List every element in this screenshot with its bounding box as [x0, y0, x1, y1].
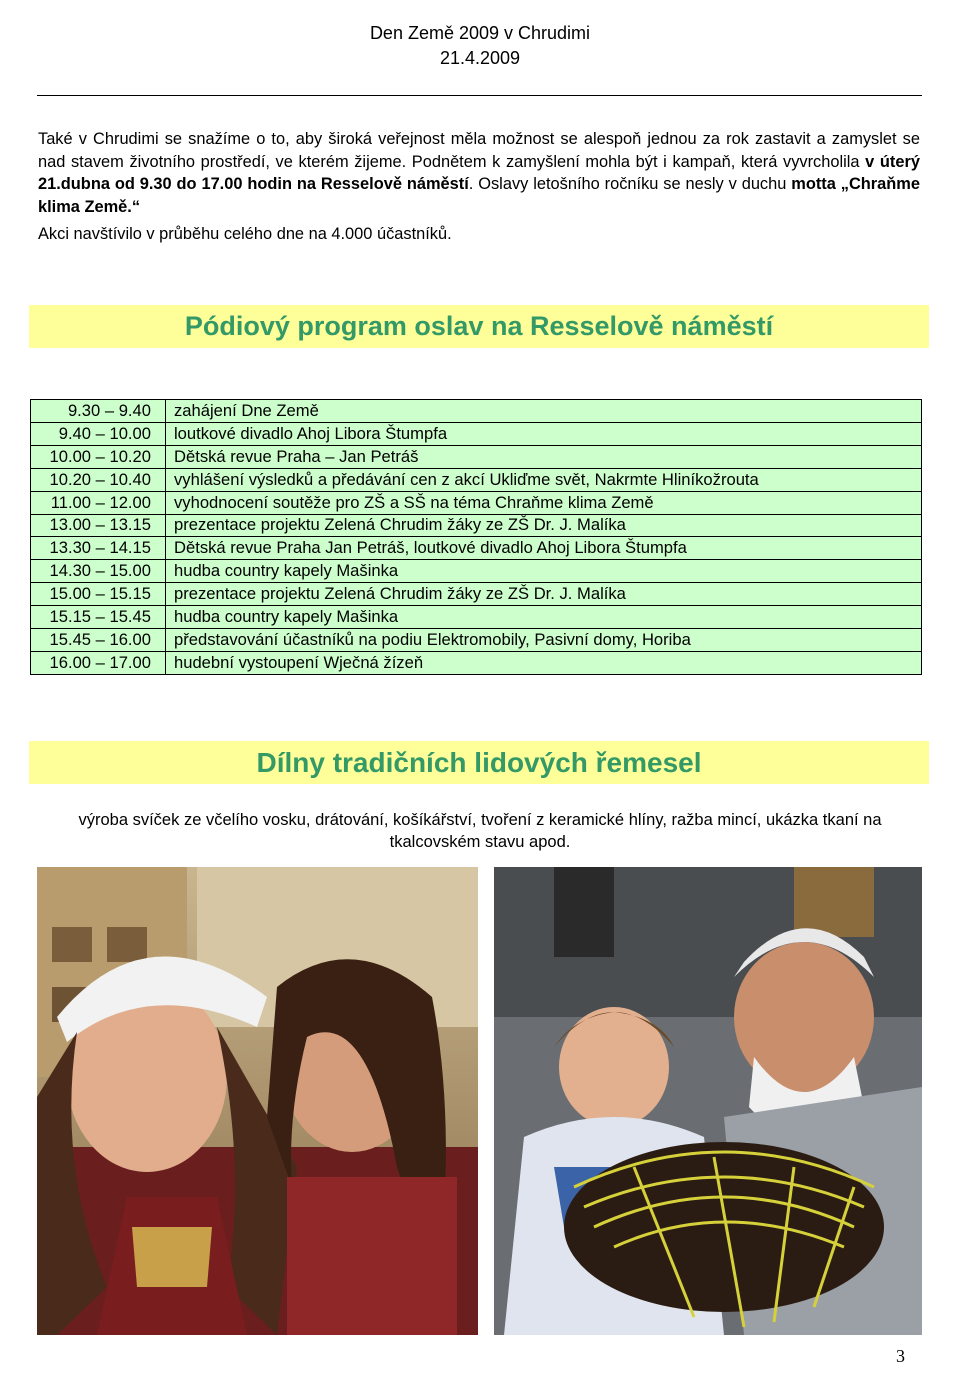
- schedule-event: hudba country kapely Mašinka: [166, 560, 922, 583]
- schedule-time: 13.00 – 13.15: [31, 514, 166, 537]
- crafts-heading: Dílny tradičních lidových řemesel: [256, 747, 702, 778]
- schedule-time: 15.15 – 15.45: [31, 606, 166, 629]
- schedule-row: [31, 651, 922, 674]
- intro-text-1: Také v Chrudimi se snažíme o to, aby široká veřejnost měla možnost se alespoň jednou za rok zastavit a zamyslet se nad stavem životního prostředí, ve kterém žijeme. Podnětem k zamyšlení mohla být i kampaň, která vyvrcholila: [38, 130, 920, 171]
- schedule-time: 15.45 – 16.00: [31, 629, 166, 652]
- schedule-time: 10.20 – 10.40: [31, 468, 166, 491]
- header-divider: [37, 95, 922, 96]
- stage-program-banner: [29, 305, 929, 348]
- schedule-row: [31, 445, 922, 468]
- intro-attendance: Akci navštívilo v průběhu celého dne na 4.000 účastníků.: [38, 225, 452, 243]
- photo-left-girls: [37, 867, 478, 1335]
- schedule-row: [31, 537, 922, 560]
- schedule-event: Dětská revue Praha – Jan Petráš: [166, 445, 922, 468]
- schedule-row: [31, 400, 922, 423]
- photo-girls-image: [37, 867, 478, 1335]
- schedule-event: hudba country kapely Mašinka: [166, 606, 922, 629]
- schedule-row: [31, 422, 922, 445]
- schedule-time: 9.40 – 10.00: [31, 422, 166, 445]
- schedule-time: 11.00 – 12.00: [31, 491, 166, 514]
- photo-right-basket-weaving: [494, 867, 922, 1335]
- schedule-event: hudební vystoupení Wječná žízeň: [166, 651, 922, 674]
- schedule-row: [31, 560, 922, 583]
- intro-text: [38, 128, 920, 246]
- schedule-row: [31, 468, 922, 491]
- schedule-time: 14.30 – 15.00: [31, 560, 166, 583]
- schedule-time: 10.00 – 10.20: [31, 445, 166, 468]
- intro-motto: motta „Chraňme klima Země.“: [38, 175, 920, 216]
- schedule-event: prezentace projektu Zelená Chrudim žáky ze ZŠ Dr. J. Malíka: [166, 514, 922, 537]
- header-date: 21.4.2009: [439, 48, 521, 68]
- schedule-event: vyhodnocení soutěže pro ZŠ a SŠ na téma Chraňme klima Země: [166, 491, 922, 514]
- schedule-time: 9.30 – 9.40: [31, 400, 166, 423]
- schedule-time: 16.00 – 17.00: [31, 651, 166, 674]
- schedule-event: vyhlášení výsledků a předávání cen z akcí Ukliďme svět, Nakrmte Hliníkožrouta: [166, 468, 922, 491]
- header-title: Den Země 2009 v Chrudimi: [369, 23, 591, 43]
- schedule-row: [31, 606, 922, 629]
- schedule-event: představování účastníků na podiu Elektromobily, Pasivní domy, Horiba: [166, 629, 922, 652]
- page-number: 3: [896, 1346, 905, 1366]
- crafts-banner: [29, 741, 929, 784]
- schedule-event: Dětská revue Praha Jan Petráš, loutkové divadlo Ahoj Libora Štumpfa: [166, 537, 922, 560]
- stage-program-table: [30, 399, 922, 675]
- schedule-event: prezentace projektu Zelená Chrudim žáky ze ZŠ Dr. J. Malíka: [166, 583, 922, 606]
- schedule-row: [31, 514, 922, 537]
- schedule-row: [31, 629, 922, 652]
- schedule-event: loutkové divadlo Ahoj Libora Štumpfa: [166, 422, 922, 445]
- intro-paragraph: [38, 128, 920, 218]
- schedule-time: 15.00 – 15.15: [31, 583, 166, 606]
- schedule-event: zahájení Dne Země: [166, 400, 922, 423]
- schedule-row: [31, 583, 922, 606]
- intro-date-place: v úterý 21.dubna od 9.30 do 17.00 hodin na Resselově náměstí: [38, 152, 921, 193]
- crafts-description: výroba svíček ze včelího vosku, drátování, košíkářství, tvoření z keramické hlíny, ražba mincí, ukázka tkaní na tkalcovském stavu apod.: [78, 811, 882, 851]
- intro-text-2: . Oslavy letošního ročníku se nesly v duchu: [468, 175, 792, 193]
- schedule-row: [31, 491, 922, 514]
- photo-weaving-image: [494, 867, 922, 1335]
- stage-program-heading: Pódiový program oslav na Resselově náměstí: [184, 311, 774, 341]
- schedule-time: 13.30 – 14.15: [31, 537, 166, 560]
